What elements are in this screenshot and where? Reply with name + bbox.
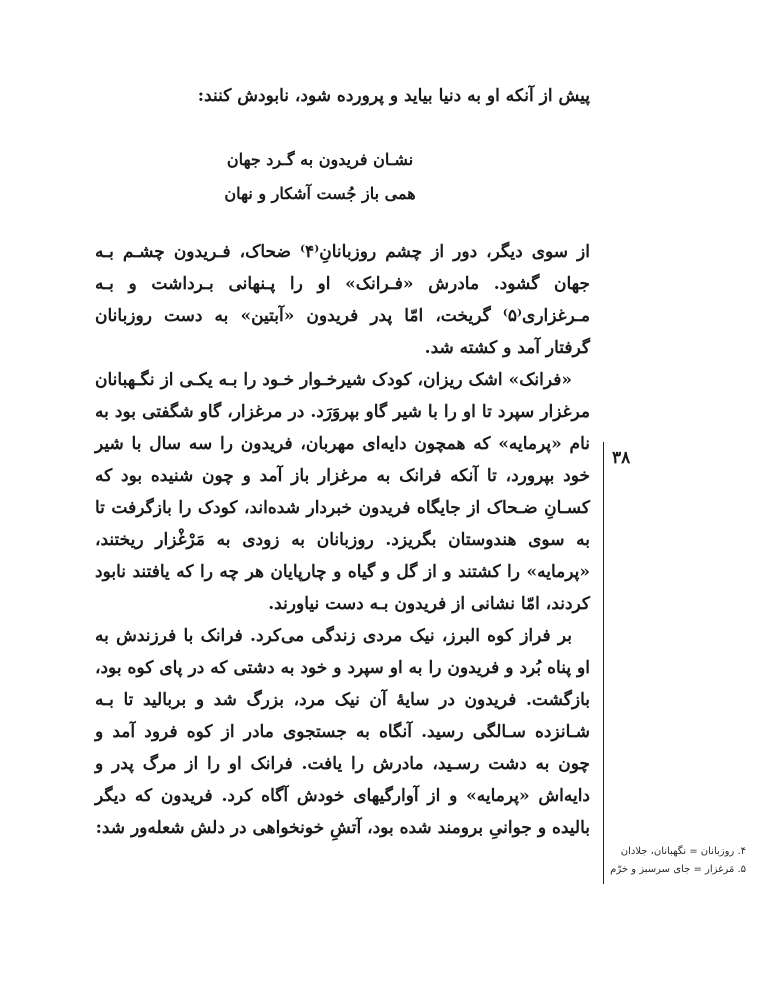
- paragraph-3: بر فراز کوه البرز، نیک مردی زندگی می‌کرد. فرانک با فرزندش به او پناه بُرد و فریدون را به او سپرد و خود به دشتی که در پای کوه بود، بازگشت. فریدون در سایهٔ آن نیک مرد، بزرگ شد و بربالید تا بـه شـانزده سـالگی رسید. آنگاه به جستجوی مادر از کوه فرود آمد و چون به دشت رسـید، مادرش را یافت. فرانک او را از مرگ پدر و دایه‌اش «پرمایه» و از آوارگیهای خودش آگاه کرد. فریدون که دیگر بالیده و جوانیِ برومند شده بود، آتشِ خونخواهی در دلش شعله‌ور شد:: [95, 626, 590, 838]
- footnote-4: ۴. روزبانان = نگهبانان، جلادان: [620, 846, 746, 857]
- footnotes: [606, 843, 746, 879]
- intro-line: پیش از آنکه او به دنیا بیاید و پرورده شود، نابودش کنند:: [197, 86, 590, 106]
- verse-line-1: نشـان فریدون به گـرد جهان: [226, 150, 414, 169]
- footnote-5: ۵. مَرغزار = جای سرسبز و خرّم: [610, 864, 746, 875]
- paragraph-2: «فرانک» اشک ریزان، کودک شیرخـوار خـود را بـه یکـی از نگـهبانان مرغزار سپرد تا او را با شیر گاو بپروَرَد. در مرغزار، گاو شگفتی بود به نام «پرمایه» که همچون دایه‌ای مهربان، فریدون را سه سال با شیر خود بپرورد، تا آنکه فرانک به مرغزار باز آمد و چون شنیده بود که کسـانِ ضـحاک از جایگاه فریدون خبردار شده‌اند، کودک را بازگرفت تا به سوی هندوستان بگریزد. روزبانان به زودی به مَرْغْزار ریختند، «پرمایه» را کشتند و از گل و گیاه و چارپایان هر چه را که یافتند نابود کردند، امّا نشانی از فریدون بـه دست نیاورند.: [95, 370, 590, 614]
- margin-rule: [603, 442, 604, 884]
- body-text: [95, 236, 590, 844]
- verse-line-2: همی باز جُست آشکار و نهان: [224, 184, 416, 203]
- page-number: ۳۸: [612, 448, 631, 468]
- paragraph-1: از سوی دیگر، دور از چشم روزبانانِ⁽۴⁾ ضحاک، فـریدون چشـم بـه جهان گشود. مادرش «فـرانک» او را پـنهانی بـرداشت و بـه مـرغزاری⁽۵⁾ گریخت، امّا پدر فریدون «آبتین» به دست روزبانان گرفتار آمد و کشته شد.: [95, 242, 590, 358]
